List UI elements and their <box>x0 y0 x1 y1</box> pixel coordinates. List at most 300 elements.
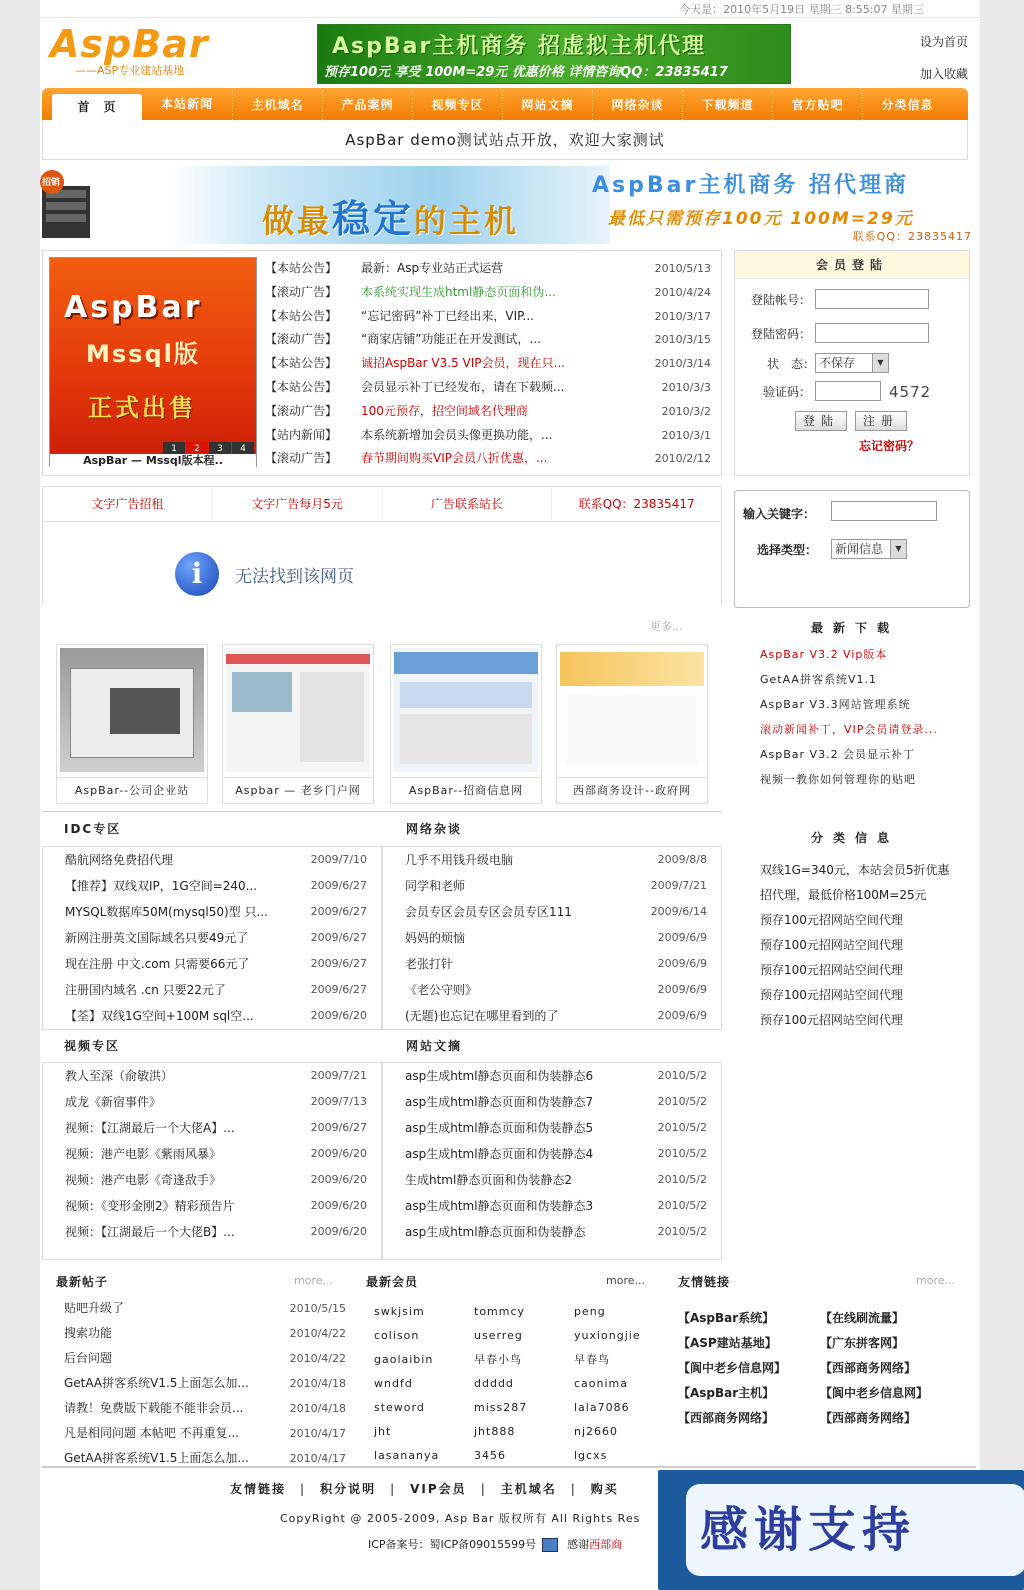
post-date: 2010/5/15 <box>289 1302 346 1315</box>
list-item[interactable] <box>43 873 381 899</box>
nav-hosting-domain[interactable]: 主机域名 <box>232 90 322 122</box>
announcement-date: 2010/4/24 <box>654 285 711 299</box>
list-item-title[interactable]: asp生成html静态页面和伪装静态7 <box>405 1095 594 1109</box>
list-item[interactable] <box>383 1115 721 1141</box>
list-item[interactable] <box>43 1089 381 1115</box>
announcement-title[interactable]: 会员显示补丁已经发布，请在下载频... <box>361 379 565 394</box>
announcement-row[interactable] <box>265 352 715 376</box>
announcement-tag: 【本站公告】 <box>265 308 338 323</box>
download-item[interactable]: AspBar V3.3网站管理系统 <box>760 698 911 711</box>
slide-page-3[interactable]: 3 <box>209 442 231 456</box>
list-item[interactable] <box>43 1115 381 1141</box>
classified-item[interactable]: 预存100元招网站空间代理 <box>760 913 903 927</box>
icp-line <box>368 1536 622 1552</box>
list-item-date: 2009/6/27 <box>310 905 367 918</box>
page <box>40 0 980 1590</box>
search-panel <box>734 490 970 608</box>
post-date: 2010/4/18 <box>289 1402 346 1415</box>
product-cases <box>42 636 722 812</box>
chevron-down-icon: ▼ <box>890 540 906 558</box>
list-item-title[interactable]: 同学和老师 <box>405 879 466 893</box>
list-item-date: 2009/6/27 <box>310 1121 367 1134</box>
list-item-date: 2009/6/27 <box>310 879 367 892</box>
captcha-input[interactable] <box>815 381 881 401</box>
add-favorite-link[interactable]: 加入收藏 <box>919 67 968 81</box>
slide-page-1[interactable]: 1 <box>163 442 185 456</box>
banner-slogan <box>262 188 519 243</box>
list-item-date: 2010/5/2 <box>657 1095 707 1108</box>
nav-classifieds[interactable]: 分类信息 <box>862 90 952 122</box>
post-title[interactable]: 后台问题 <box>64 1351 113 1365</box>
announcement-row[interactable] <box>265 257 715 281</box>
list-item-title[interactable]: 视频：港产电影《紫雨风暴》 <box>65 1147 222 1161</box>
member-name[interactable]: nj2660 <box>574 1425 619 1438</box>
case-caption: AspBar--公司企业站 <box>57 777 207 803</box>
keyword-input[interactable] <box>831 501 937 521</box>
list-item-date: 2010/5/2 <box>657 1173 707 1186</box>
list-item[interactable] <box>383 925 721 951</box>
list-item-title[interactable]: asp生成html静态页面和伪装静态6 <box>405 1069 594 1083</box>
slide-page-2[interactable]: 2 <box>186 442 208 456</box>
footer-separator: | <box>300 1482 307 1496</box>
post-date: 2010/4/18 <box>289 1377 346 1390</box>
download-item[interactable]: GetAA拼客系统V1.1 <box>760 673 877 686</box>
password-input[interactable] <box>815 323 929 343</box>
nav-forum[interactable]: 官方贴吧 <box>772 90 862 122</box>
download-item[interactable]: 滚动新闻补丁，VIP会员请登录... <box>760 723 938 736</box>
list-item-date: 2010/5/2 <box>657 1225 707 1238</box>
list-item-title[interactable]: 会员专区会员专区会员专区111 <box>405 905 572 919</box>
post-title[interactable]: GetAA拼客系统V1.5上面怎么加... <box>64 1451 249 1465</box>
list-item[interactable] <box>383 1141 721 1167</box>
announcement-date: 2010/5/13 <box>654 262 711 275</box>
announcement-row[interactable] <box>265 328 715 352</box>
list-item-title[interactable]: 视频：港产电影《奇逢敌手》 <box>65 1173 222 1187</box>
list-item[interactable] <box>43 1063 381 1089</box>
list-item-date: 2010/5/2 <box>657 1121 707 1134</box>
friend-link[interactable]: 【西部商务网络】 <box>820 1411 917 1425</box>
links-more-link[interactable]: more... <box>916 1274 955 1287</box>
list-item[interactable] <box>43 977 381 1003</box>
announcement-row[interactable] <box>265 305 715 329</box>
announcement-title[interactable]: 最新：Asp专业站正式运营 <box>361 261 504 275</box>
classified-item[interactable]: 招代理，最低价格100M=25元 <box>760 888 927 902</box>
list-item-date: 2009/6/9 <box>657 957 707 970</box>
post-item[interactable] <box>64 1296 346 1321</box>
list-item[interactable] <box>383 899 721 925</box>
list-item-date: 2009/6/20 <box>310 1147 367 1160</box>
digest-title: 网站文摘 <box>406 1039 463 1053</box>
member-name[interactable]: tommcy <box>474 1305 526 1318</box>
post-item[interactable] <box>64 1421 346 1446</box>
members-grid <box>374 1300 654 1468</box>
post-date: 2010/4/22 <box>289 1352 346 1365</box>
announcement-tag: 【本站公告】 <box>265 261 338 275</box>
list-item-title[interactable]: 视频：【江湖最后一个大佬A】... <box>65 1121 235 1135</box>
announcement-title[interactable]: 春节期间购买VIP会员八折优惠，... <box>361 451 548 466</box>
promo-line1: AspBar <box>64 290 203 325</box>
mid-ad-banner[interactable] <box>40 166 974 244</box>
announcement-tag: 【滚动广告】 <box>265 403 338 418</box>
member-name[interactable]: peng <box>574 1305 606 1318</box>
footer-separator: | <box>570 1482 577 1496</box>
member-name[interactable]: userreg <box>474 1329 523 1342</box>
list-item[interactable] <box>43 925 381 951</box>
case-item[interactable] <box>390 644 542 804</box>
member-name[interactable]: miss287 <box>474 1401 528 1414</box>
type-select-value: 新闻信息 <box>835 542 884 556</box>
announcement-title[interactable]: “商家店铺”功能正在开发测试，... <box>361 332 541 347</box>
chevron-down-icon: ▼ <box>872 354 888 372</box>
announcement-date: 2010/3/15 <box>654 333 711 347</box>
member-name[interactable]: colison <box>374 1329 420 1342</box>
promo-slideshow[interactable] <box>49 257 257 467</box>
remember-select-value: 不保存 <box>819 356 856 370</box>
posts-title: 最新帖子 <box>56 1275 109 1289</box>
type-label: 选择类型： <box>757 543 818 557</box>
list-item-title[interactable]: 妈妈的烦恼 <box>405 931 466 945</box>
thanks-link[interactable]: 西部商 <box>589 1538 623 1551</box>
post-item[interactable] <box>64 1371 346 1396</box>
announcement-date: 2010/3/3 <box>661 380 711 394</box>
list-item-title[interactable]: (无题)也忘记在哪里看到的了 <box>405 1009 559 1023</box>
list-item-date: 2009/6/27 <box>310 983 367 996</box>
classifieds-list <box>740 858 970 1033</box>
case-thumbnail <box>226 648 370 772</box>
date-bar: 今天是：2010年5月19日 星期三 8:55:07 星期三 <box>40 0 980 18</box>
member-name[interactable]: swkjsim <box>374 1305 425 1318</box>
list-item-date: 2009/6/27 <box>310 957 367 970</box>
list-item-date: 2009/6/20 <box>310 1009 367 1022</box>
announcement-tag: 【滚动广告】 <box>265 451 338 466</box>
list-item-date: 2009/7/21 <box>310 1069 367 1082</box>
text-ad-3[interactable]: 广告联系站长 <box>383 487 553 521</box>
promo-caption[interactable]: AspBar — Mssql版本程.. <box>50 454 256 468</box>
nav-product-cases[interactable]: 产品案例 <box>322 90 412 122</box>
download-item[interactable]: AspBar V3.2 Vip版本 <box>760 648 888 661</box>
list-item-title[interactable]: 生成html静态页面和伪装静态2 <box>405 1173 572 1187</box>
announcement-date: 2010/3/14 <box>654 357 711 371</box>
list-item-date: 2009/7/10 <box>310 853 367 866</box>
list-item-title[interactable]: asp生成html静态页面和伪装静态3 <box>405 1199 594 1213</box>
banner-r2: 最低只需预存100元 100M=29元 <box>608 209 914 229</box>
forgot-password-link[interactable]: 忘记密码？ <box>859 439 920 453</box>
member-name[interactable]: 3456 <box>474 1449 506 1462</box>
list-item[interactable] <box>383 847 721 873</box>
friend-link[interactable]: 【西部商务网络】 <box>820 1361 917 1375</box>
member-name[interactable]: ddddd <box>474 1377 514 1390</box>
not-found-text: 无法找到该网页 <box>235 566 354 587</box>
copyright: CopyRight @ 2005-2009, Asp Bar 版权所有 All Rights Res <box>280 1512 641 1525</box>
list-item-title[interactable]: 酷航网络免费招代理 <box>65 853 174 867</box>
state-label: 状 态： <box>767 357 816 371</box>
video-list <box>42 1062 382 1260</box>
list-item[interactable] <box>43 899 381 925</box>
banner-badge: 招销 <box>42 178 61 188</box>
case-thumbnail <box>60 648 204 772</box>
list-item[interactable] <box>383 1219 721 1245</box>
announcement-panel <box>42 250 722 476</box>
list-item-title[interactable]: asp生成html静态页面和伪装静态5 <box>405 1121 594 1135</box>
text-ad-1[interactable]: 文字广告招租 <box>43 487 213 521</box>
announcement-title[interactable]: 诚招AspBar V3.5 VIP会员，现在只... <box>361 356 565 371</box>
download-item[interactable]: AspBar V3.2 会员显示补丁 <box>760 748 916 761</box>
announcement-row[interactable] <box>265 424 715 448</box>
friend-link[interactable]: 【在线刷流量】 <box>820 1311 905 1325</box>
site-notice: AspBar demo测试站点开放，欢迎大家测试 <box>42 120 968 160</box>
announcement-tag: 【本站公告】 <box>265 356 338 371</box>
classified-item[interactable]: 预存100元招网站空间代理 <box>760 1013 903 1027</box>
list-item-title[interactable]: 老张打针 <box>405 957 454 971</box>
post-title[interactable]: 搜索功能 <box>64 1326 113 1340</box>
footer-link-hosting[interactable]: 主机域名 <box>500 1482 557 1496</box>
list-item-date: 2009/6/20 <box>310 1199 367 1212</box>
floating-thanks-badge[interactable] <box>658 1470 1024 1590</box>
captcha-image[interactable]: 4572 <box>889 383 932 401</box>
top-banner-line2: 预存100元 享受 100M=29元 优惠价格 详情咨询QQ：23835417 <box>324 65 728 80</box>
logo-title: AspBar <box>50 22 209 66</box>
footer-link-points[interactable]: 积分说明 <box>320 1482 377 1496</box>
post-item[interactable] <box>64 1321 346 1346</box>
list-item-title[interactable]: asp生成html静态页面和伪装静态 <box>405 1225 586 1239</box>
friend-link[interactable]: 【西部商务网络】 <box>678 1411 775 1425</box>
talk-list <box>382 846 722 1030</box>
member-name[interactable]: jht888 <box>474 1425 516 1438</box>
slide-page-4[interactable]: 4 <box>232 442 254 456</box>
icp-text[interactable]: ICP备案号：蜀ICP备09015599号 <box>368 1538 537 1551</box>
talk-title: 网络杂谈 <box>406 822 463 836</box>
footer-separator: | <box>480 1482 487 1496</box>
username-input[interactable] <box>815 289 929 309</box>
slogan-c: 的主机 <box>414 202 520 240</box>
list-item-date: 2010/5/2 <box>657 1199 707 1212</box>
text-ads <box>42 486 722 522</box>
top-ad-banner[interactable] <box>317 24 791 84</box>
list-item-date: 2010/5/2 <box>657 1069 707 1082</box>
friend-link[interactable]: 【阆中老乡信息网】 <box>820 1386 929 1400</box>
list-item[interactable] <box>383 977 721 1003</box>
list-item-title[interactable]: 几乎不用钱升级电脑 <box>405 853 514 867</box>
classifieds-title: 分类信息 <box>810 831 899 845</box>
post-title[interactable]: 贴吧升级了 <box>64 1301 125 1315</box>
footer-nav <box>230 1480 619 1497</box>
announcement-tag: 【本站公告】 <box>265 379 338 394</box>
thanks-badge-text: 感谢支持 <box>686 1484 1024 1576</box>
list-item-date: 2009/8/8 <box>657 853 707 866</box>
list-item[interactable] <box>383 1167 721 1193</box>
captcha-label: 验证码： <box>763 385 812 399</box>
member-name[interactable]: caonima <box>574 1377 629 1390</box>
post-date: 2010/4/17 <box>289 1427 346 1440</box>
list-item[interactable] <box>383 1003 721 1029</box>
list-item[interactable] <box>43 1193 381 1219</box>
login-title: 会员登陆 <box>735 251 969 279</box>
friend-link[interactable]: 【广东拼客网】 <box>820 1336 905 1350</box>
logo-subtitle: ——ASP专业建站基地 <box>75 64 185 77</box>
member-name[interactable]: 早春小鸟 <box>474 1353 522 1366</box>
slogan-b: 稳定 <box>332 197 415 241</box>
list-item[interactable] <box>383 1089 721 1115</box>
list-item-title[interactable]: 【推荐】双线双IP，1G空间=240... <box>65 879 258 893</box>
footer-link-vip[interactable]: VIP会员 <box>410 1482 467 1496</box>
video-title: 视频专区 <box>64 1039 121 1053</box>
list-item[interactable] <box>43 847 381 873</box>
announcement-title[interactable]: 本系统新增加会员头像更换功能，... <box>361 427 553 442</box>
list-item-title[interactable]: 教人至深（俞敏洪） <box>65 1069 174 1083</box>
list-item-title[interactable]: 现在注册 中文.com 只需要66元了 <box>65 957 250 971</box>
post-item[interactable] <box>64 1346 346 1371</box>
member-name[interactable]: 早春鸟 <box>574 1353 610 1366</box>
idc-list <box>42 846 382 1030</box>
announcement-tag: 【滚动广告】 <box>265 332 338 347</box>
list-item-title[interactable]: 【荃】双线1G空间+100M sql空... <box>65 1009 254 1023</box>
classified-item[interactable]: 预存100元招网站空间代理 <box>760 938 903 952</box>
password-label: 登陆密码： <box>751 327 812 341</box>
promo-line2: Mssql版 <box>86 340 200 368</box>
posts-more-link[interactable]: more... <box>294 1274 333 1287</box>
member-name[interactable]: yuxiongjie <box>574 1329 641 1342</box>
thanks-text: 感谢 <box>567 1538 590 1551</box>
case-thumbnail <box>394 648 538 772</box>
list-item[interactable] <box>43 1003 381 1029</box>
cases-more-link[interactable]: 更多... <box>650 620 683 633</box>
case-item[interactable] <box>56 644 208 804</box>
footer-separator: | <box>390 1482 397 1496</box>
list-item-date: 2009/6/14 <box>650 905 707 918</box>
announcement-row[interactable] <box>265 400 715 424</box>
list-item-title[interactable]: MYSQL数据库50M(mysql50)型 只... <box>65 905 268 919</box>
case-item[interactable] <box>222 644 374 804</box>
text-ad-2[interactable]: 文字广告每月5元 <box>213 487 383 521</box>
member-name[interactable]: jht <box>374 1425 392 1438</box>
links-title: 友情链接 <box>678 1275 731 1289</box>
announcement-title[interactable]: “忘记密码”补丁已经出来，VIP... <box>361 308 534 323</box>
banner-r1: AspBar主机商务 招代理商 <box>592 173 909 198</box>
list-item-title[interactable]: asp生成html静态页面和伪装静态4 <box>405 1147 594 1161</box>
info-icon: i <box>175 552 219 596</box>
site-logo[interactable] <box>50 22 230 86</box>
username-label: 登陆帐号： <box>751 293 812 307</box>
nav-net-talk[interactable]: 网络杂谈 <box>592 90 682 122</box>
text-ad-4[interactable]: 联系QQ：23835417 <box>578 497 695 511</box>
list-item-title[interactable]: 新网注册英文国际域名只要49元了 <box>65 931 249 945</box>
post-title[interactable]: GetAA拼客系统V1.5上面怎么加... <box>64 1376 249 1390</box>
post-title[interactable]: 请教！免费版下载能不能非会员... <box>64 1401 244 1415</box>
list-item-title[interactable]: 《老公守则》 <box>405 983 478 997</box>
list-item-title[interactable]: 注册国内域名 .cn 只要22元了 <box>65 983 226 997</box>
member-name[interactable]: wndfd <box>374 1377 413 1390</box>
type-select[interactable] <box>831 539 907 559</box>
footer-link-friends[interactable]: 友情链接 <box>230 1482 287 1496</box>
announcement-row[interactable] <box>265 376 715 400</box>
classified-item[interactable]: 双线1G=340元，本站会员5折优惠 <box>760 863 950 877</box>
list-item-title[interactable]: 成龙《新宿事件》 <box>65 1095 162 1109</box>
footer-link-buy[interactable]: 购买 <box>590 1482 619 1496</box>
members-more-link[interactable]: more... <box>606 1274 645 1287</box>
list-item[interactable] <box>383 1063 721 1089</box>
member-name[interactable]: lasananya <box>374 1449 440 1462</box>
downloads-panel <box>740 616 970 792</box>
post-date: 2010/4/17 <box>289 1452 346 1465</box>
friend-link[interactable]: 【ASP建站基地】 <box>678 1336 777 1350</box>
list-item[interactable] <box>43 951 381 977</box>
nav-video[interactable]: 视频专区 <box>412 90 502 122</box>
slogan-a: 做最 <box>262 202 333 240</box>
login-button[interactable]: 登陆 <box>795 411 847 431</box>
announcement-title[interactable]: 本系统实现生成html静态页面和伪... <box>361 284 556 299</box>
friend-link[interactable]: 【AspBar主机】 <box>678 1386 775 1400</box>
idc-title: IDC专区 <box>64 822 122 836</box>
list-item-date: 2009/6/9 <box>657 931 707 944</box>
login-panel <box>734 250 970 476</box>
downloads-list <box>740 642 970 792</box>
classified-item[interactable]: 预存100元招网站空间代理 <box>760 988 903 1002</box>
list-item[interactable] <box>43 1219 381 1245</box>
announcement-title[interactable]: 100元预存，招空间域名代理商 <box>361 403 528 418</box>
remember-select[interactable] <box>815 353 889 373</box>
list-item[interactable] <box>383 873 721 899</box>
nav-home[interactable]: 首 页 <box>52 94 142 120</box>
nav-digest[interactable]: 网站文摘 <box>502 90 592 122</box>
header-links <box>920 26 968 90</box>
classifieds-panel <box>740 826 970 1033</box>
digest-list <box>382 1062 722 1260</box>
member-name[interactable]: lala7086 <box>574 1401 630 1414</box>
list-item-date: 2009/6/9 <box>657 983 707 996</box>
icp-badge-icon <box>542 1538 558 1552</box>
list-item-date: 2009/6/9 <box>657 1009 707 1022</box>
case-caption: AspBar--招商信息网 <box>391 777 541 803</box>
list-item[interactable] <box>43 1141 381 1167</box>
list-item[interactable] <box>383 1193 721 1219</box>
register-button[interactable]: 注册 <box>855 411 907 431</box>
friend-link[interactable]: 【阆中老乡信息网】 <box>678 1361 787 1375</box>
friend-links-grid <box>678 1306 962 1431</box>
announcement-date: 2010/3/1 <box>661 428 711 442</box>
case-caption: 西部商务设计--政府网 <box>557 777 707 803</box>
embedded-frame <box>42 522 722 604</box>
member-name[interactable]: lgcxs <box>574 1449 608 1462</box>
case-item[interactable] <box>556 644 708 804</box>
download-item[interactable]: 视频一教你如何管理你的贴吧 <box>760 773 916 786</box>
post-title[interactable]: 凡是相同问题 本帖吧 不再重复... <box>64 1426 240 1440</box>
top-banner-line1: AspBar主机商务 招虚拟主机代理 <box>332 34 706 59</box>
nav-downloads[interactable]: 下载频道 <box>682 90 772 122</box>
announcement-date: 2010/2/12 <box>654 452 711 466</box>
friend-link[interactable]: 【AspBar系统】 <box>678 1311 775 1325</box>
list-item[interactable] <box>383 951 721 977</box>
post-item[interactable] <box>64 1396 346 1421</box>
announcement-date: 2010/3/17 <box>654 309 711 323</box>
announcement-row[interactable] <box>265 447 715 471</box>
banner-r3: 联系QQ：23835417 <box>852 230 972 243</box>
list-item-date: 2009/6/27 <box>310 931 367 944</box>
list-item-date: 2010/5/2 <box>657 1147 707 1160</box>
nav-site-news[interactable]: 本站新闻 <box>160 97 213 111</box>
member-name[interactable]: gaolaibin <box>374 1353 434 1366</box>
announcement-list <box>265 257 715 471</box>
list-item-title[interactable]: 视频：【江湖最后一个大佬B】... <box>65 1225 235 1239</box>
main-nav <box>42 88 968 120</box>
list-item-date: 2009/7/13 <box>310 1095 367 1108</box>
list-item-date: 2009/7/21 <box>650 879 707 892</box>
member-name[interactable]: steword <box>374 1401 425 1414</box>
set-home-link[interactable]: 设为首页 <box>919 35 968 49</box>
announcement-row[interactable] <box>265 281 715 305</box>
classified-item[interactable]: 预存100元招网站空间代理 <box>760 963 903 977</box>
list-item[interactable] <box>43 1167 381 1193</box>
list-item-title[interactable]: 视频：《变形金刚2》精彩预告片 <box>65 1199 235 1213</box>
